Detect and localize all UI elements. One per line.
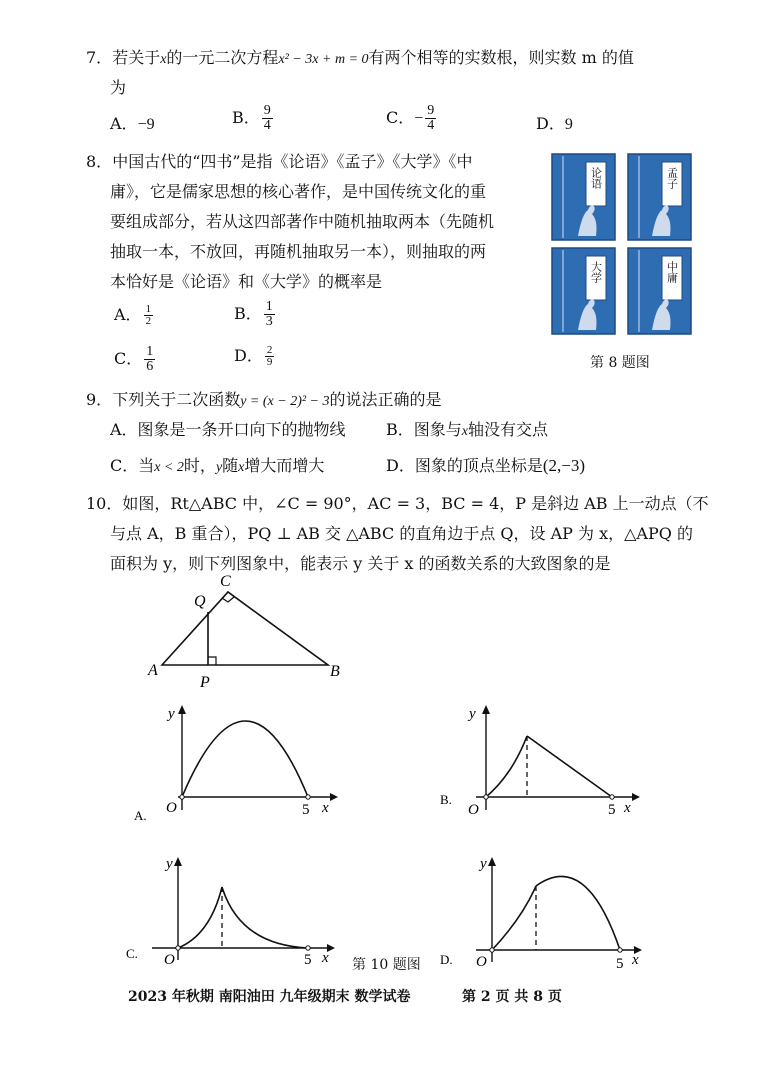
q8-books-figure	[550, 152, 694, 336]
q8-figure-caption: 第 8 题图	[590, 355, 650, 371]
q9-option-b-var: x	[461, 424, 468, 439]
q7-option-c-sign: −	[414, 110, 424, 127]
q7-option-d	[536, 114, 573, 135]
five-label: 5	[608, 802, 616, 818]
q7-option-b-fraction: $\frac{9}{4}$	[263, 103, 271, 133]
q9-option-b-pre: B．图象与	[386, 420, 462, 439]
q9-line1	[86, 390, 442, 412]
q7-option-d-label: D．	[536, 114, 565, 133]
q10-graph-b	[436, 700, 656, 830]
q8-option-a-fraction: $\frac{1}{2}$	[145, 303, 152, 327]
q8-option-c-label: C．	[114, 349, 143, 368]
q8-option-b	[234, 300, 277, 329]
q8-option-a-label: A．	[114, 305, 142, 324]
q9-option-d-val: (2,−3)	[542, 456, 586, 475]
q9-option-c-pre: C．当	[110, 456, 155, 475]
x-label: x	[322, 800, 329, 816]
q8-option-b-label: B．	[234, 304, 262, 323]
q7-text-b: 的一元二次方程	[166, 48, 279, 67]
q8-line2: 庸》，它是儒家思想的核心著作，是中国传统文化的重	[110, 182, 487, 201]
line-falling	[527, 736, 612, 797]
option-b-label: B.	[440, 792, 452, 807]
book-daxue-title: 大学	[589, 261, 603, 283]
option-a-label: A.	[134, 808, 147, 823]
q8-option-d	[234, 345, 276, 368]
q7-option-a-label: A．	[110, 114, 138, 133]
q8-line3: 要组成部分，若从这四部著作中随机抽取两本（先随机	[110, 212, 495, 231]
x-label: x	[624, 800, 631, 816]
q8-number: 8．	[86, 152, 113, 171]
book-daxue	[552, 248, 615, 334]
y-label: y	[480, 856, 487, 872]
x-axis-arrow-icon	[330, 793, 338, 801]
q7-option-c	[386, 104, 438, 133]
q9-option-c-y: y	[215, 460, 223, 475]
q8-option-c-fraction: $\frac{1}{6}$	[146, 344, 154, 374]
x-axis-arrow-icon	[632, 793, 640, 801]
q7-text-a: 若关于	[112, 48, 161, 67]
option-c-label: C.	[126, 946, 138, 961]
right-angle-mark-p	[208, 657, 216, 665]
five-label: 5	[616, 956, 624, 972]
curve	[182, 721, 308, 797]
q8-option-d-fraction: $\frac{2}{9}$	[266, 344, 273, 368]
q9-option-c	[110, 456, 324, 478]
curve-falling	[536, 876, 620, 950]
q10-number: 10．	[86, 494, 123, 513]
q9-text-b: 的说法正确的是	[329, 390, 442, 409]
q7-option-b-label: B．	[232, 108, 260, 127]
q9-option-b	[386, 420, 548, 442]
q10-triangle-figure	[140, 570, 360, 690]
q10-line3: 面积为 y，则下列图象中，能表示 y 关于 x 的函数关系的大致图象的是	[110, 554, 611, 573]
y-label: y	[168, 706, 175, 722]
q9-option-c-mid2: 随	[222, 456, 239, 475]
q9-option-d	[386, 456, 585, 476]
q7-option-c-fraction: $\frac{9}{4}$	[427, 103, 435, 133]
curve-rising	[178, 887, 222, 948]
q8-option-d-label: D．	[234, 346, 263, 365]
q10-graph-a	[130, 700, 350, 830]
q7-number: 7．	[86, 48, 113, 67]
q9-text-a: 下列关于二次函数	[112, 390, 241, 409]
footer-page-number: 第 2 页 共 8 页	[462, 989, 562, 1005]
curve-falling	[222, 887, 308, 948]
q10-text-1: 如图，Rt△ABC 中，∠C = 90°，AC = 3，BC = 4，P 是斜边 AB 上一动点（不	[122, 494, 709, 513]
book-mengzi-title: 孟子	[665, 167, 679, 189]
q8-line4: 抽取一本，不放回，再随机抽取另一本），则抽取的两	[110, 242, 487, 261]
q7-equation: x² − 3x + m = 0	[278, 52, 369, 67]
q9-option-c-cond: x < 2	[154, 460, 184, 475]
q10-line1	[86, 494, 709, 514]
q9-number: 9．	[86, 390, 113, 409]
q7-text-c: 有两个相等的实数根，则实数 m 的值	[368, 48, 634, 67]
q9-option-c-post: 增大而增大	[244, 456, 325, 475]
triangle-abc	[162, 592, 328, 665]
q10-figure-caption: 第 10 题图	[352, 957, 421, 973]
q7-option-a	[110, 114, 155, 135]
q8-line5: 本恰好是《论语》和《大学》的概率是	[110, 272, 383, 291]
q9-option-a: A．图象是一条开口向下的抛物线	[110, 420, 346, 439]
q9-function: y = (x − 2)² − 3	[240, 394, 330, 409]
book-lunyu-title: 论语	[589, 167, 603, 189]
label-b: B	[330, 663, 340, 680]
q9-option-d-pre: D．图象的顶点坐标是	[386, 456, 543, 475]
y-axis-arrow-icon	[174, 857, 182, 866]
q10-graph-d	[436, 850, 656, 975]
q9-option-b-post: 轴没有交点	[467, 420, 548, 439]
q8-option-a	[114, 304, 155, 327]
q10-graph-c	[122, 850, 342, 970]
q7-option-a-value: −9	[137, 116, 155, 133]
y-axis-arrow-icon	[178, 705, 186, 714]
origin-label: O	[164, 952, 175, 968]
five-label: 5	[304, 952, 312, 968]
q10-line2: 与点 A，B 重合），PQ ⊥ AB 交 △ABC 的直角边于点 Q，设 AP 为 x，△APQ 的	[110, 524, 693, 543]
label-a: A	[148, 662, 158, 679]
y-label: y	[166, 856, 173, 872]
label-c: C	[220, 573, 231, 590]
origin-label: O	[166, 800, 177, 816]
five-label: 5	[302, 802, 310, 818]
y-axis-arrow-icon	[482, 705, 490, 714]
q9-option-c-mid: 时，	[183, 456, 216, 475]
book-lunyu	[552, 154, 615, 240]
q7-option-c-label: C．	[386, 108, 415, 127]
q9-option-c-x: x	[238, 460, 245, 475]
q7-line2: 为	[110, 78, 127, 97]
q7-option-d-value: 9	[564, 116, 573, 133]
q7-option-b	[232, 104, 275, 133]
curve-rising	[486, 736, 527, 797]
book-zhongyong	[628, 248, 691, 334]
curve-rising	[492, 886, 536, 950]
q8-line1	[86, 152, 473, 172]
q8-option-c	[114, 345, 157, 374]
book-mengzi	[628, 154, 691, 240]
origin-label: O	[476, 954, 487, 970]
q8-option-b-fraction: $\frac{1}{3}$	[265, 299, 273, 329]
q7-var-x: x	[160, 52, 167, 67]
label-p: P	[200, 674, 210, 690]
label-q: Q	[194, 593, 206, 610]
x-label: x	[322, 950, 329, 966]
y-axis-arrow-icon	[488, 857, 496, 866]
y-label: y	[469, 706, 476, 722]
option-d-label: D.	[440, 952, 453, 967]
origin-label: O	[468, 802, 479, 818]
footer-exam-title: 2023 年秋期 南阳油田 九年级期末 数学试卷	[128, 989, 411, 1005]
x-label: x	[632, 952, 639, 968]
book-zhongyong-title: 中庸	[665, 261, 679, 283]
q8-text-1: 中国古代的“四书”是指《论语》《孟子》《大学》《中	[112, 152, 473, 171]
q7-line1	[86, 48, 634, 70]
